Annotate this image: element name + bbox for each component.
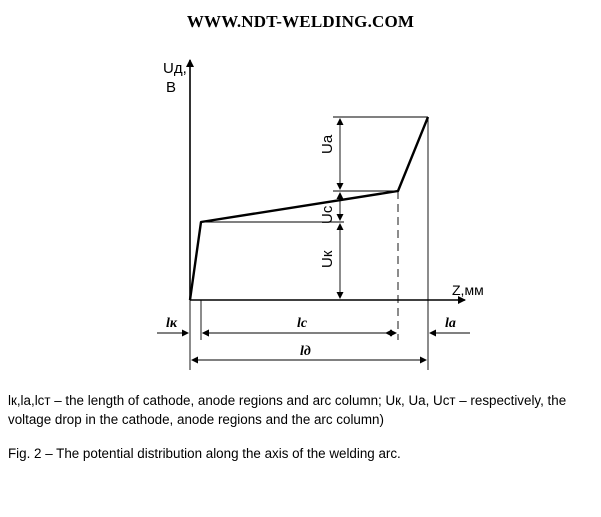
lc-label: lc [297,316,308,331]
ld-label: lд [300,344,311,359]
uk-label: Uк [319,250,336,268]
y-axis-unit: В [166,79,177,96]
y-axis-label: Uд, [163,60,187,77]
site-header: WWW.NDT-WELDING.COM [186,12,415,31]
figure-caption: Fig. 2 – The potential distribution along the axis of the welding arc. [8,446,401,461]
la-label: la [445,316,456,331]
ua-label: Ua [319,134,336,154]
x-axis-label: Z,мм [452,282,484,298]
lk-label: lк [166,316,177,331]
uc-label: Uc [319,205,336,224]
caption-legend: lк,lа,lст – the length of cathode, anode regions and arc column; Uк, Ua, Uст – respectively, the voltage drop in the cathode, anode regions and the arc column) [8,393,567,427]
potential-curve [190,117,428,300]
